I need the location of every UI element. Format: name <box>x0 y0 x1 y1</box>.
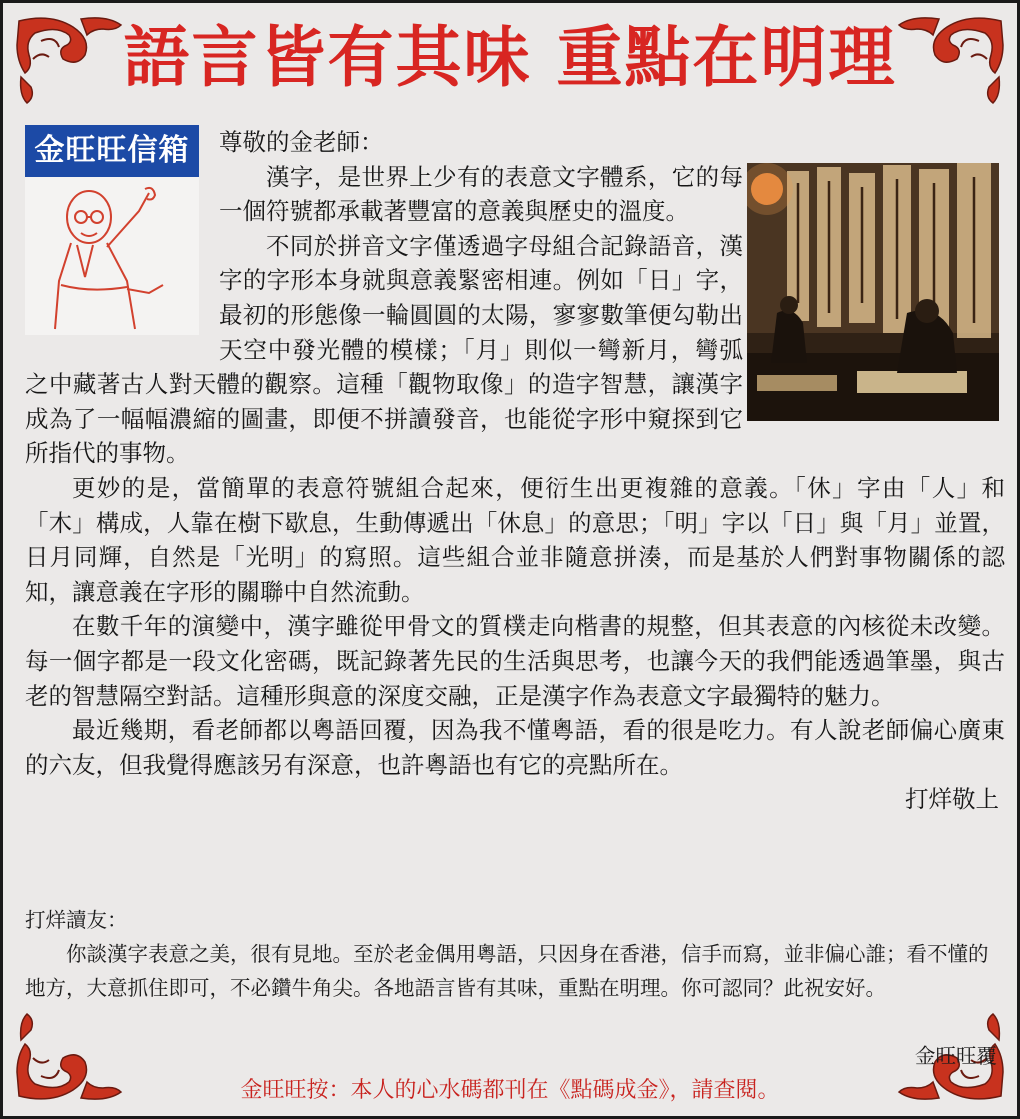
columnist-reply <box>25 903 1001 1005</box>
headline: 語言皆有其味 重點在明理 <box>123 18 897 96</box>
letter-signature: 打烊敬上 <box>905 785 999 814</box>
mailbox-label: 金旺旺信箱 <box>25 125 199 177</box>
letter-salutation: 尊敬的金老師： <box>219 128 384 156</box>
reply-salutation: 打烊讀友： <box>25 908 128 932</box>
footer-note: 金旺旺按：本人的心水碼都刊在《點碼成金》，請查閱。 <box>240 1078 780 1103</box>
letter-paragraph: 更妙的是，當簡單的表意符號組合起來，便衍生出更複雜的意義。「休」字由「人」和「木」構成，人靠在樹下歇息，生動傳遞出「休息」的意思；「明」字以「日」與「月」並置，日月同輝，自然是「光明」的寫照。這些組合並非隨意拼湊，而是基於人們對事物關係的認知，讓意義在字形的關聯中自然流動。 <box>25 473 1005 606</box>
reply-signature: 金旺旺覆 <box>915 1044 997 1068</box>
letter-paragraph: 最近幾期，看老師都以粵語回覆，因為我不懂粵語，看的很是吃力。有人說老師偏心廣東的六友，但我覺得應該另有深意，也許粵語也有它的亮點所在。 <box>25 716 1005 779</box>
reply-body: 你談漢字表意之美，很有見地。至於老金偶用粵語，只因身在香港，信手而寫，並非偏心誰；看不懂的地方，大意抓住即可，不必鑽牛角尖。各地語言皆有其味，重點在明理。你可認同？此祝安好。 <box>25 942 989 1000</box>
reader-letter <box>25 125 1005 817</box>
letter-paragraph: 在數千年的演變中，漢字雖從甲骨文的質樸走向楷書的規整，但其表意的內核從未改變。每一個字都是一段文化密碼，既記錄著先民的生活與思考，也讓今天的我們能透過筆墨，與古老的智慧隔空對話。這種形與意的深度交融，正是漢字作為表意文字最獨特的魅力。 <box>25 612 1005 710</box>
letter-paragraph: 不同於拼音文字僅透過字母組合記錄語音，漢字的字形本身就與意義緊密相連。例如「日」字，最初的形態像一輪圓圓的太陽，寥寥數筆便勾勒出天空中發光體的模樣；「月」則似一彎新月，彎弧之中藏著古人對天體的觀察。這種「觀物取像」的造字智慧，讓漢字成為了一幅幅濃縮的圖畫，即便不拼讀發音，也能從字形中窺探到它所指代的事物。 <box>25 231 743 468</box>
letter-paragraph: 漢字，是世界上少有的表意文字體系，它的每一個符號都承載著豐富的意義與歷史的溫度。 <box>219 162 743 226</box>
